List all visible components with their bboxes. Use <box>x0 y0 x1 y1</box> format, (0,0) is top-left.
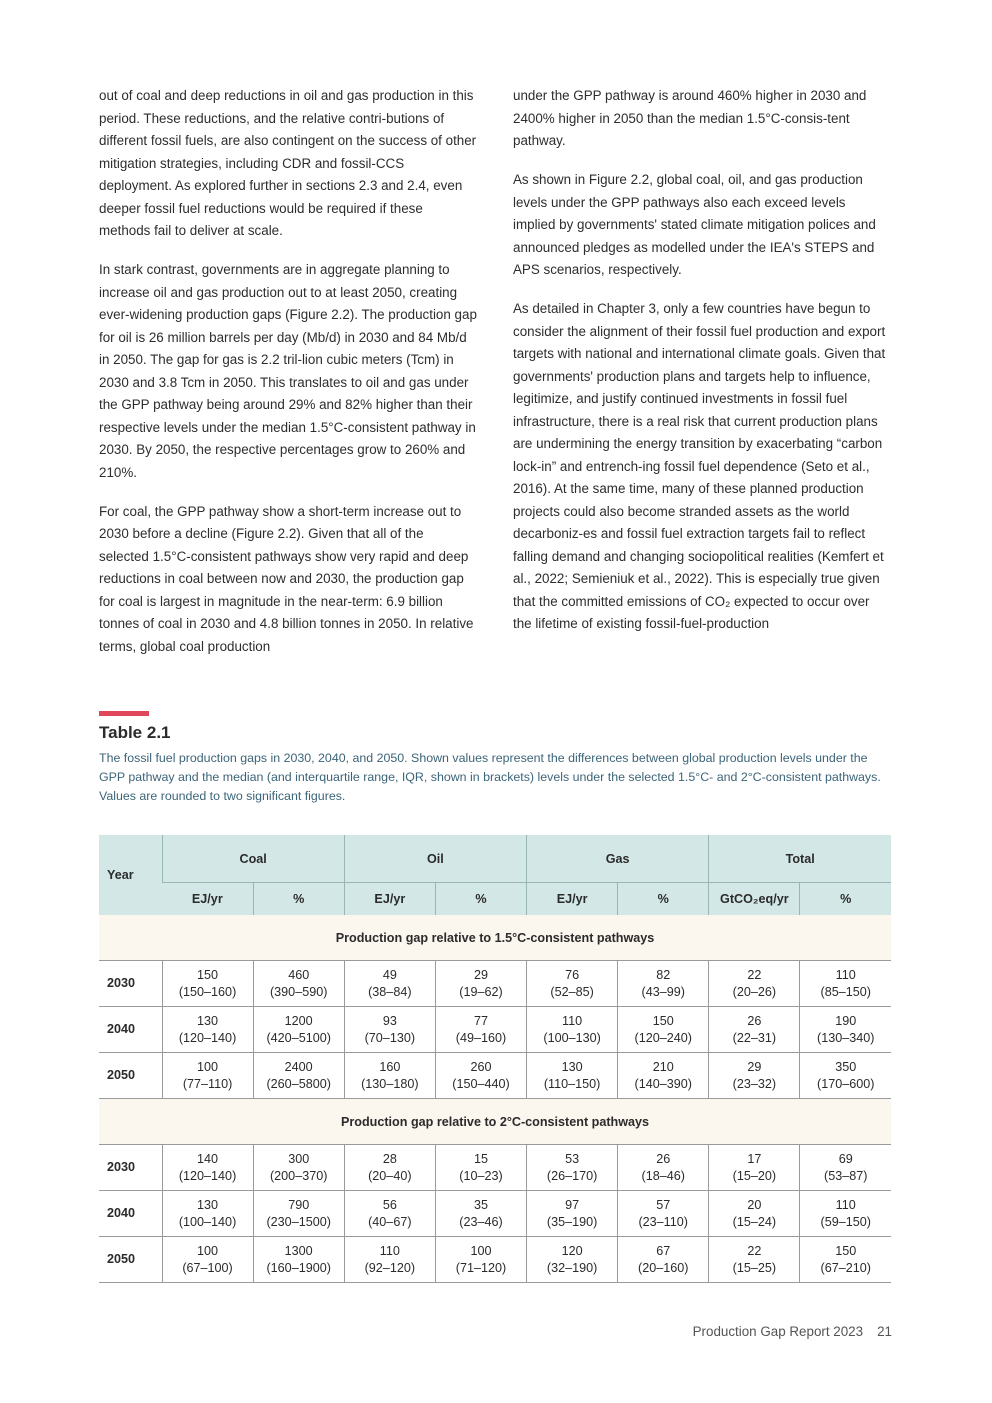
iqr-range: (43–99) <box>641 984 685 999</box>
value-cell <box>162 1007 253 1053</box>
page-number: 21 <box>877 1324 892 1339</box>
iqr-range: (85–150) <box>820 984 871 999</box>
value-cell <box>435 1145 526 1191</box>
value-cell <box>527 1191 618 1237</box>
iqr-range: (15–25) <box>732 1260 777 1275</box>
year-cell: 2050 <box>99 1237 162 1283</box>
value-cell <box>253 961 344 1007</box>
median-value: 260 <box>470 1060 492 1074</box>
year-cell: 2040 <box>99 1007 162 1053</box>
value-cell <box>800 1145 891 1191</box>
median-value: 17 <box>747 1152 762 1166</box>
median-value: 210 <box>652 1060 674 1074</box>
value-cell <box>618 961 709 1007</box>
median-value: 150 <box>197 968 219 982</box>
table-body <box>99 915 891 1283</box>
value-cell <box>800 961 891 1007</box>
iqr-range: (92–120) <box>364 1260 416 1275</box>
year-header: Year <box>99 835 162 915</box>
unit-header: % <box>800 883 891 916</box>
median-value: 130 <box>197 1014 219 1028</box>
iqr-range: (67–210) <box>820 1260 871 1275</box>
value-cell <box>618 1053 709 1099</box>
value-cell <box>709 1053 800 1099</box>
group-header-total: Total <box>709 835 891 883</box>
value-cell <box>618 1007 709 1053</box>
value-cell <box>800 1191 891 1237</box>
value-cell <box>344 1191 435 1237</box>
value-cell <box>527 1237 618 1283</box>
iqr-range: (32–190) <box>546 1260 598 1275</box>
value-cell <box>162 1191 253 1237</box>
median-value: 29 <box>473 968 488 982</box>
value-cell <box>344 961 435 1007</box>
year-cell: 2050 <box>99 1053 162 1099</box>
iqr-range: (15–24) <box>732 1214 777 1229</box>
median-value: 2400 <box>284 1060 313 1074</box>
group-header-oil: Oil <box>344 835 526 883</box>
iqr-range: (120–240) <box>634 1030 692 1045</box>
accent-bar <box>99 711 149 716</box>
value-cell <box>435 1191 526 1237</box>
iqr-range: (38–84) <box>368 984 412 999</box>
median-value: 1300 <box>284 1244 313 1258</box>
value-cell <box>253 1053 344 1099</box>
unit-header: % <box>435 883 526 916</box>
value-cell <box>527 1145 618 1191</box>
value-cell <box>344 1145 435 1191</box>
median-value: 110 <box>835 1198 856 1212</box>
value-cell <box>253 1191 344 1237</box>
value-cell <box>253 1145 344 1191</box>
median-value: 67 <box>656 1244 671 1258</box>
value-cell <box>162 1145 253 1191</box>
median-value: 53 <box>565 1152 580 1166</box>
median-value: 120 <box>561 1244 583 1258</box>
value-cell <box>435 1053 526 1099</box>
median-value: 110 <box>835 968 856 982</box>
median-value: 97 <box>565 1198 580 1212</box>
value-cell <box>435 1237 526 1283</box>
year-cell: 2030 <box>99 1145 162 1191</box>
table-row <box>99 1007 891 1053</box>
unit-header: EJ/yr <box>527 883 618 916</box>
body-column-left <box>99 85 477 675</box>
iqr-range: (52–85) <box>550 984 594 999</box>
value-cell <box>709 1191 800 1237</box>
iqr-range: (120–140) <box>178 1030 237 1045</box>
median-value: 140 <box>197 1152 219 1166</box>
iqr-range: (420–5100) <box>266 1030 331 1045</box>
iqr-range: (260–5800) <box>266 1076 331 1091</box>
unit-header: EJ/yr <box>162 883 253 916</box>
median-value: 130 <box>561 1060 583 1074</box>
production-gap-table <box>99 835 891 1283</box>
value-cell <box>162 1237 253 1283</box>
value-cell <box>800 1237 891 1283</box>
median-value: 57 <box>656 1198 671 1212</box>
paragraph: In stark contrast, governments are in aggregate planning to increase oil and gas production out to at least 2050, creating ever-widening production gaps (Figure 2.2). The production gap for oil is 26 million barrels per day (Mb/d) in 2030 and 84 Mb/d in 2050. The gap for gas is 2.2 tril-lion cubic meters (Tcm) in 2030 and 3.8 Tcm in 2050. This translates to oil and gas under the GPP pathway being around 29% and 82% higher than their respective levels under the median 1.5°C-consistent pathway in 2030. By 2050, the respective percentages grow to 260% and 210%. <box>99 262 477 480</box>
report-name: Production Gap Report 2023 <box>692 1324 864 1339</box>
median-value: 100 <box>197 1060 219 1074</box>
iqr-range: (53–87) <box>824 1168 868 1183</box>
median-value: 77 <box>473 1014 488 1028</box>
table-title: Table 2.1 <box>99 723 171 742</box>
iqr-range: (35–190) <box>546 1214 598 1229</box>
value-cell <box>253 1007 344 1053</box>
page-footer <box>693 1324 892 1339</box>
table-row <box>99 961 891 1007</box>
table-caption: The fossil fuel production gaps in 2030, 2040, and 2050. Shown values represent the differences between global production levels under the GPP pathway and the median (and interquartile range, IQR, shown in brackets) levels under the selected 1.5°C- and 2°C-consistent pathways. Values are rounded to two significant figures. <box>99 751 881 803</box>
median-value: 100 <box>470 1244 492 1258</box>
median-value: 22 <box>747 1244 762 1258</box>
median-value: 69 <box>838 1152 853 1166</box>
iqr-range: (20–40) <box>368 1168 412 1183</box>
paragraph: As detailed in Chapter 3, only a few countries have begun to consider the alignment of their fossil fuel production and export targets with national and international climate goals. Given that governments' production plans and targets help to influence, legitimize, and justify continued investments in fossil fuel infrastructure, there is a real risk that current production plans are undermining the energy transition by exacerbating “carbon lock-in” and entrench-ing fossil fuel dependence (Seto et al., 2016). At the same time, many of these planned production projects could also become stranded assets as the world decarboniz-es and fossil fuel extraction targets fail to reflect falling demand and changing sociopolitical realities (Kemfert et al., 2022; Semieniuk et al., 2022). This is especially true given that the committed emissions of CO₂ expected to occur over the lifetime of existing fossil-fuel-production <box>513 301 886 631</box>
median-value: 28 <box>382 1152 397 1166</box>
iqr-range: (49–160) <box>455 1030 507 1045</box>
section-row <box>99 1099 891 1145</box>
iqr-range: (20–160) <box>638 1260 689 1275</box>
iqr-range: (23–32) <box>732 1076 777 1091</box>
value-cell <box>800 1053 891 1099</box>
median-value: 160 <box>379 1060 401 1074</box>
iqr-range: (59–150) <box>820 1214 871 1229</box>
median-value: 110 <box>562 1014 583 1028</box>
value-cell <box>435 1007 526 1053</box>
section-label: Production gap relative to 2°C-consistent pathways <box>99 1099 891 1145</box>
median-value: 130 <box>197 1198 219 1212</box>
median-value: 22 <box>747 968 762 982</box>
median-value: 20 <box>747 1198 762 1212</box>
unit-header: % <box>253 883 344 916</box>
median-value: 26 <box>656 1152 671 1166</box>
paragraph: out of coal and deep reductions in oil and gas production in this period. These reductions, and the relative contri-butions of different fossil fuels, are also contingent on the success of other mitigation strategies, including CDR and fossil-CCS deployment. As explored further in sections 2.3 and 2.4, even deeper fossil fuel reductions would be required if these methods fail to deliver at scale. <box>99 88 477 238</box>
median-value: 49 <box>382 968 397 982</box>
value-cell <box>527 1053 618 1099</box>
median-value: 35 <box>473 1198 488 1212</box>
median-value: 93 <box>382 1014 397 1028</box>
iqr-range: (19–62) <box>459 984 503 999</box>
iqr-range: (120–140) <box>178 1168 237 1183</box>
iqr-range: (200–370) <box>269 1168 328 1183</box>
iqr-range: (130–340) <box>817 1030 875 1045</box>
value-cell <box>618 1237 709 1283</box>
value-cell <box>162 1053 253 1099</box>
iqr-range: (100–140) <box>178 1214 237 1229</box>
median-value: 100 <box>197 1244 219 1258</box>
median-value: 76 <box>565 968 580 982</box>
median-value: 1200 <box>284 1014 313 1028</box>
value-cell <box>709 1007 800 1053</box>
year-cell: 2040 <box>99 1191 162 1237</box>
table-heading-block <box>99 711 891 806</box>
value-cell <box>618 1191 709 1237</box>
median-value: 190 <box>835 1014 857 1028</box>
iqr-range: (230–1500) <box>266 1214 331 1229</box>
median-value: 56 <box>382 1198 397 1212</box>
paragraph: For coal, the GPP pathway show a short-term increase out to 2030 before a decline (Figure 2.2). Given that all of the selected 1.5°C-consistent pathways show very rapid and deep reductions in coal between now and 2030, the production gap for coal is largest in magnitude in the near-term: 6.9 billion tonnes of coal in 2030 and 4.8 billion tonnes in 2050. In relative terms, global coal production <box>99 503 474 654</box>
iqr-range: (22–31) <box>732 1030 777 1045</box>
iqr-range: (10–23) <box>459 1168 503 1183</box>
value-cell <box>618 1145 709 1191</box>
body-column-right <box>513 85 891 652</box>
iqr-range: (160–1900) <box>266 1260 331 1275</box>
median-value: 460 <box>288 968 310 982</box>
iqr-range: (40–67) <box>368 1214 412 1229</box>
table-row <box>99 1145 891 1191</box>
median-value: 110 <box>379 1244 400 1258</box>
group-header-coal: Coal <box>162 835 344 883</box>
iqr-range: (18–46) <box>641 1168 685 1183</box>
value-cell <box>344 1007 435 1053</box>
iqr-range: (23–46) <box>459 1214 503 1229</box>
year-cell: 2030 <box>99 961 162 1007</box>
iqr-range: (110–150) <box>543 1076 601 1091</box>
unit-header: GtCO₂eq/yr <box>709 883 800 916</box>
value-cell <box>162 961 253 1007</box>
iqr-range: (77–110) <box>182 1076 233 1091</box>
value-cell <box>800 1007 891 1053</box>
median-value: 15 <box>473 1152 488 1166</box>
section-label: Production gap relative to 1.5°C-consistent pathways <box>99 915 891 961</box>
median-value: 150 <box>652 1014 674 1028</box>
value-cell <box>709 1237 800 1283</box>
median-value: 150 <box>835 1244 857 1258</box>
iqr-range: (70–130) <box>364 1030 416 1045</box>
median-value: 29 <box>747 1060 762 1074</box>
iqr-range: (67–100) <box>182 1260 233 1275</box>
iqr-range: (20–26) <box>732 984 777 999</box>
table-row <box>99 1191 891 1237</box>
iqr-range: (23–110) <box>638 1214 688 1229</box>
value-cell <box>527 961 618 1007</box>
value-cell <box>709 1145 800 1191</box>
paragraph: As shown in Figure 2.2, global coal, oil, and gas production levels under the GPP pathways also each exceed levels implied by governments' stated climate mitigation polices and announced pledges as modelled under the IEA's STEPS and APS scenarios, respectively. <box>513 172 876 277</box>
unit-header: % <box>618 883 709 916</box>
iqr-range: (26–170) <box>546 1168 598 1183</box>
iqr-range: (100–130) <box>543 1030 601 1045</box>
paragraph: under the GPP pathway is around 460% higher in 2030 and 2400% higher in 2050 than the median 1.5°C-consis-tent pathway. <box>513 88 867 148</box>
iqr-range: (71–120) <box>455 1260 507 1275</box>
iqr-range: (130–180) <box>361 1076 419 1091</box>
value-cell <box>344 1237 435 1283</box>
group-header-gas: Gas <box>527 835 709 883</box>
iqr-range: (150–160) <box>178 984 237 999</box>
median-value: 350 <box>835 1060 857 1074</box>
value-cell <box>253 1237 344 1283</box>
iqr-range: (170–600) <box>817 1076 875 1091</box>
iqr-range: (150–440) <box>452 1076 510 1091</box>
iqr-range: (15–20) <box>732 1168 777 1183</box>
value-cell <box>435 961 526 1007</box>
value-cell <box>344 1053 435 1099</box>
median-value: 26 <box>747 1014 762 1028</box>
median-value: 790 <box>288 1198 310 1212</box>
value-cell <box>527 1007 618 1053</box>
section-row <box>99 915 891 961</box>
unit-header: EJ/yr <box>344 883 435 916</box>
iqr-range: (140–390) <box>634 1076 692 1091</box>
median-value: 82 <box>656 968 671 982</box>
value-cell <box>709 961 800 1007</box>
table-row <box>99 1053 891 1099</box>
iqr-range: (390–590) <box>269 984 328 999</box>
table-row <box>99 1237 891 1283</box>
median-value: 300 <box>288 1152 310 1166</box>
